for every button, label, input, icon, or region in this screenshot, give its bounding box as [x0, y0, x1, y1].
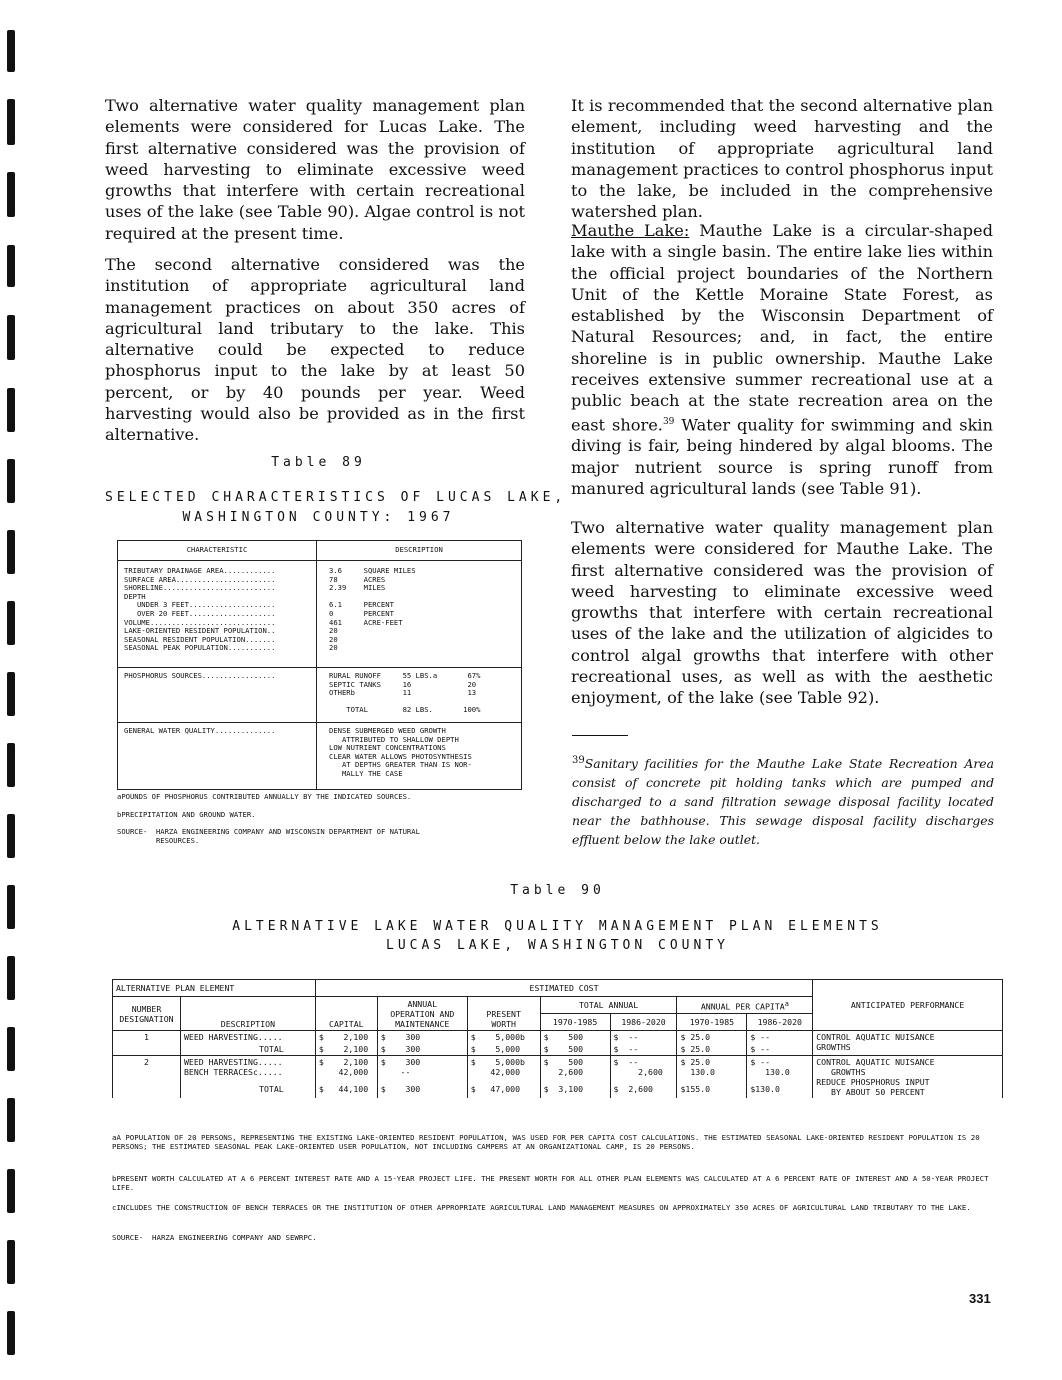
left-paragraph-2: The second alternative considered was the institution of appropriate agricultural land management practices on about 350 acres of agricultural land tributary to the lake. This alternative could be expected to reduce phosphorus input to the lake by at least 50 percent, or by 40 pounds per year. Weed harvesting would also be provided as in the first alternative.	[105, 255, 525, 445]
table-90-footnote-b: bPRESENT WORTH CALCULATED AT A 6 PERCENT INTEREST RATE AND A 15-YEAR PROJECT LIFE. THE PRESENT WORTH FOR ALL OTHER PLAN ELEMENTS WAS CALCULATED AT A 6 PERCENT RATE OF INTEREST AND A 50-YEAR PROJECT LIFE.	[112, 1174, 989, 1192]
table-90-footnote-c: cINCLUDES THE CONSTRUCTION OF BENCH TERRACES OR THE INSTITUTION OF OTHER APPROPRIATE AGRICULTURAL LAND MANAGEMENT MEASURES ON APPROXIMATELY 350 ACRES OF AGRICULTURAL LAND TRIBUTARY TO THE LAKE.	[112, 1203, 971, 1212]
margin-bar	[7, 672, 15, 716]
table-89-label: Table 89	[271, 455, 366, 470]
margin-bar	[7, 1311, 15, 1355]
mauthe-text-a: Mauthe Lake is a circular-shaped lake with a single basin. The entire lake lies within the official project boundaries of the Northern Unit of the Kettle Moraine State Forest, as established by the Wisconsin Department of Natural Resources; and, in fact, the entire shoreline is in public ownership. Mauthe Lake receives extensive summer recreational use at a public beach at the state recreation area on the east shore.	[571, 221, 993, 435]
margin-bar	[7, 601, 15, 645]
table-89-title-1: SELECTED CHARACTERISTICS OF LUCAS LAKE,	[105, 490, 567, 505]
row-capital: $ 2,100 42,000	[315, 1056, 377, 1084]
row-performance: CONTROL AQUATIC NUISANCE GROWTHS	[813, 1031, 1003, 1056]
table-90-source: SOURCE- HARZA ENGINEERING COMPANY AND SEWRPC.	[112, 1233, 317, 1242]
row-per-capita-1: $ 25.0	[677, 1031, 747, 1044]
per-capita-sup: a	[784, 999, 789, 1008]
row-capital: $ 2,100	[315, 1031, 377, 1044]
row-total-capital: $ 44,100	[315, 1083, 377, 1098]
row-total-per-capita-2: $ --	[747, 1043, 813, 1056]
row-number: 1	[113, 1031, 181, 1056]
row-total-per-capita-1: $155.0	[677, 1083, 747, 1098]
right-paragraph-3: Two alternative water quality management plan elements were considered for Mauthe Lake. The first alternative considered was the provision of weed harvesting to eliminate excessive weed growths that interfere with certain recreational uses of the lake and the utilization of algicides to control algal growths that interfere with other recreational uses, as well as with the aesthetic enjoyment, of the lake (see Table 92).	[571, 518, 993, 708]
table-90-header-estimated-cost: ESTIMATED COST	[315, 980, 812, 997]
table-89-phosphorus-sources: RURAL RUNOFF 55 LBS.a 67% SEPTIC TANKS 16 20 OTHERb 11 13 TOTAL 82 LBS. 100%	[329, 671, 481, 715]
margin-bar	[7, 388, 15, 432]
margin-bar	[7, 956, 15, 1000]
margin-bar	[7, 814, 15, 858]
table-90-header-year-2: 1986-2020	[610, 1014, 677, 1031]
table-90-header-year-2: 1986-2020	[747, 1014, 813, 1031]
table-90-header-description: DESCRIPTION	[180, 997, 315, 1031]
row-total-annual-1: $ 3,100	[540, 1083, 610, 1098]
row-om: $ 300 --	[377, 1056, 467, 1084]
table-row	[113, 1031, 1003, 1044]
table-89-characteristics: TRIBUTARY DRAINAGE AREA............ SURFACE AREA....................... SHORELINE.......................... DEPTH UNDER 3 FEET.................... OVER 20 FEET.................... VOLUME............................. LAKE-ORIENTED RESIDENT POPULATION.. SEASONAL RESIDENT POPULATION....... SEASONAL PEAK POPULATION...........	[124, 566, 276, 653]
table-90-title-2: LUCAS LAKE, WASHINGTON COUNTY	[386, 938, 729, 953]
margin-bar	[7, 459, 15, 503]
footnote-text: Sanitary facilities for the Mauthe Lake State Recreation Area consist of concrete pit holding tanks which are pumped and discharged to a sand filtration sewage disposal facility located near the bathhouse. This sewage disposal facility discharges effluent below the lake outlet.	[572, 756, 994, 848]
row-number: 2	[113, 1056, 181, 1099]
margin-bar	[7, 885, 15, 929]
row-description: WEED HARVESTING.....	[180, 1031, 315, 1044]
margin-bar	[7, 1240, 15, 1284]
row-om: $ 300	[377, 1031, 467, 1044]
row-total-present-worth: $ 47,000	[467, 1083, 540, 1098]
row-total-annual-2: $ -- 2,600	[610, 1056, 677, 1084]
table-89-water-quality-label: GENERAL WATER QUALITY..............	[124, 726, 276, 735]
table-90-header-performance: ANTICIPATED PERFORMANCE	[813, 980, 1003, 1031]
row-total-present-worth: $ 5,000	[467, 1043, 540, 1056]
table-89	[117, 540, 522, 790]
margin-bar	[7, 530, 15, 574]
table-90-header-year-1: 1970-1985	[677, 1014, 747, 1031]
right-paragraph-1: It is recommended that the second alternative plan element, including weed harvesting and the institution of appropriate agricultural land management practices to control phosphorus input to the lake, be included in the comprehensive watershed plan.	[571, 96, 993, 222]
margin-bar	[7, 30, 15, 72]
margin-bar	[7, 743, 15, 787]
row-total-per-capita-2: $130.0	[747, 1083, 813, 1098]
margin-bar	[7, 315, 15, 360]
row-total-annual-1: $ 500 2,600	[540, 1056, 610, 1084]
table-89-rule	[118, 667, 521, 668]
table-90-header-present-worth: PRESENT WORTH	[467, 997, 540, 1031]
row-performance: CONTROL AQUATIC NUISANCE GROWTHS REDUCE PHOSPHORUS INPUT BY ABOUT 50 PERCENT	[813, 1056, 1003, 1099]
margin-bar	[7, 172, 15, 217]
page-number: 331	[969, 1291, 991, 1306]
margin-bar	[7, 1098, 15, 1142]
table-90-header-per-capita	[677, 997, 813, 1014]
row-per-capita-2: $ --	[747, 1031, 813, 1044]
left-paragraph-1: Two alternative water quality management plan elements were considered for Lucas Lake. The first alternative considered was the provision of weed harvesting to eliminate excessive weed growths that interfere with certain recreational uses of the lake (see Table 90). Algae control is not required at the present time.	[105, 96, 525, 243]
table-89-descriptions: 3.6 SQUARE MILES 78 ACRES 2.39 MILES 6.1 PERCENT 0 PERCENT 461 ACRE-FEET 20 20 20	[329, 566, 416, 653]
table-89-source: SOURCE- HARZA ENGINEERING COMPANY AND WISCONSIN DEPARTMENT OF NATURAL RESOURCES.	[117, 827, 420, 845]
row-per-capita-2: $ -- 130.0	[747, 1056, 813, 1084]
mauthe-text-b: Water quality for swimming and skin diving is fair, being hindered by algal blooms. The major nutrient source is spring runoff from manured agricultural lands (see Table 91).	[571, 415, 993, 498]
row-total-annual-2: $ --	[610, 1031, 677, 1044]
table-89-header-characteristic: CHARACTERISTIC	[186, 545, 248, 554]
mauthe-lake-heading: Mauthe Lake:	[571, 221, 690, 240]
row-total-om: $ 300	[377, 1083, 467, 1098]
row-total-om: $ 300	[377, 1043, 467, 1056]
table-90-label: Table 90	[510, 883, 605, 898]
row-present-worth: $ 5,000b 42,000	[467, 1056, 540, 1084]
table-90-header-year-1: 1970-1985	[540, 1014, 610, 1031]
row-total-label: TOTAL	[180, 1083, 315, 1098]
table-89-footnote-a: aPOUNDS OF PHOSPHORUS CONTRIBUTED ANNUALLY BY THE INDICATED SOURCES.	[117, 792, 412, 801]
table-row	[113, 1056, 1003, 1084]
footnote-39	[572, 751, 994, 849]
table-90-header-alternative: ALTERNATIVE PLAN ELEMENT	[113, 980, 316, 997]
table-90-header-capital: CAPITAL	[315, 997, 377, 1031]
margin-bar	[7, 1169, 15, 1213]
row-total-annual-1: $ 500	[540, 1043, 610, 1056]
row-present-worth: $ 5,000b	[467, 1031, 540, 1044]
table-90-header-total-annual: TOTAL ANNUAL	[540, 997, 677, 1014]
table-89-title-2: WASHINGTON COUNTY: 1967	[182, 510, 455, 525]
row-total-label: TOTAL	[180, 1043, 315, 1056]
table-90-footnote-a: aA POPULATION OF 20 PERSONS, REPRESENTING THE EXISTING LAKE-ORIENTED RESIDENT POPULATION, WAS USED FOR PER CAPITA COST CALCULATIONS. THE ESTIMATED SEASONAL LAKE-ORIENTED RESIDENT POPULATION IS 20 PERSONS; THE ESTIMATED SEASONAL PEAK LAKE-ORIENTED USER POPULATION, NOT INCLUDING CAMPERS AT AN ORGANIZATIONAL CAMP, IS 20 PERSONS.	[112, 1133, 980, 1151]
margin-bar	[7, 99, 15, 145]
row-total-per-capita-1: $ 25.0	[677, 1043, 747, 1056]
footnote-ref: 39	[662, 416, 675, 427]
margin-bar	[7, 245, 15, 287]
footnote-number: 39	[572, 755, 585, 766]
right-paragraph-2	[571, 220, 993, 499]
table-90-header-number: NUMBER DESIGNATION	[113, 997, 181, 1031]
table-89-rule	[118, 722, 521, 723]
table-89-footnote-b: bPRECIPITATION AND GROUND WATER.	[117, 810, 256, 819]
margin-bar	[7, 1027, 15, 1071]
table-90-title-1: ALTERNATIVE LAKE WATER QUALITY MANAGEMENT PLAN ELEMENTS	[232, 919, 883, 934]
table-89-water-quality: DENSE SUBMERGED WEED GROWTH ATTRIBUTED TO SHALLOW DEPTH LOW NUTRIENT CONCENTRATIONS CLEAR WATER ALLOWS PHOTOSYNTHESIS AT DEPTHS GREATER THAN IS NOR- MALLY THE CASE	[329, 726, 472, 778]
table-89-rule	[118, 560, 521, 561]
row-description: WEED HARVESTING..... BENCH TERRACESc.....	[180, 1056, 315, 1084]
row-total-capital: $ 2,100	[315, 1043, 377, 1056]
footnote-rule	[572, 735, 628, 736]
table-90	[112, 979, 1003, 1098]
row-total-annual-2: $ --	[610, 1043, 677, 1056]
table-89-header-description: DESCRIPTION	[395, 545, 443, 554]
row-total-annual-2: $ 2,600	[610, 1083, 677, 1098]
per-capita-label: ANNUAL PER CAPITA	[700, 1001, 785, 1012]
row-per-capita-1: $ 25.0 130.0	[677, 1056, 747, 1084]
row-total-annual-1: $ 500	[540, 1031, 610, 1044]
table-89-phosphorus-label: PHOSPHORUS SOURCES.................	[124, 671, 276, 680]
table-89-divider	[316, 541, 317, 789]
table-90-header-annual-om: ANNUAL OPERATION AND MAINTENANCE	[377, 997, 467, 1031]
